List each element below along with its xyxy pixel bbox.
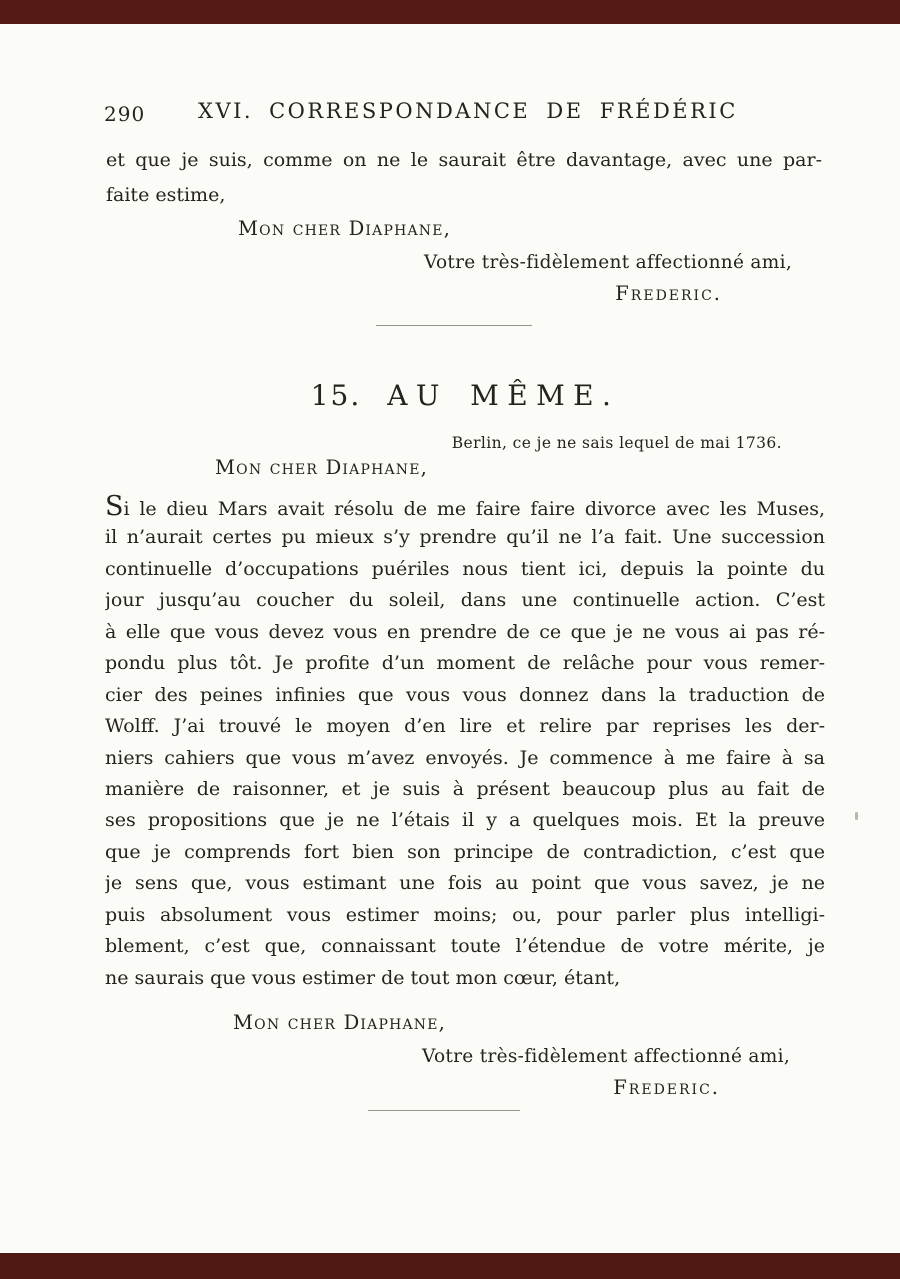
letter-body-paragraph	[105, 491, 825, 994]
text-line: pondu plus tôt. Je profite d’un moment de relâche pour vous remer-	[105, 652, 825, 675]
text-line: et que je suis, comme on ne le saurait être davantage, avec une par-	[106, 149, 822, 171]
text-line: à elle que vous devez vous en prendre de ce que je ne vous ai pas ré-	[105, 620, 825, 643]
page-number: 290	[104, 102, 146, 126]
letter-heading	[105, 379, 825, 412]
text-line: blement, c’est que, connaissant toute l’étendue de votre mérite, je	[105, 935, 825, 958]
letter-dateline: Berlin, ce je ne sais lequel de mai 1736.	[451, 434, 782, 452]
letter-signature: Frederic.	[613, 1076, 720, 1099]
end-divider-rule	[368, 1110, 520, 1111]
binding-band-top	[0, 0, 900, 24]
binding-band-bottom	[0, 1253, 900, 1279]
running-header-title: CORRESPONDANCE DE FRÉDÉRIC	[269, 99, 738, 123]
running-header-numeral: XVI.	[198, 99, 254, 123]
text-line: Si le dieu Mars avait résolu de me faire faire divorce avec les Muses,	[105, 491, 825, 522]
text-line: que je comprends fort bien son principe de contradiction, c’est que	[105, 840, 825, 863]
letter-closing-salutation: Mon cher Diaphane,	[233, 1011, 447, 1034]
previous-letter-closing-paragraph	[106, 143, 822, 213]
text-line: cier des peines infinies que vous vous donnez dans la traduction de	[105, 683, 825, 706]
letter-valediction: Votre très-fidèlement affectionné ami,	[422, 1046, 790, 1067]
text-line: manière de raisonner, et je suis à présent beaucoup plus au fait de	[105, 777, 825, 800]
text-line: Wolff. J’ai trouvé le moyen d’en lire et relire par reprises les der-	[105, 715, 825, 738]
previous-letter-signature: Frederic.	[615, 282, 722, 305]
text-line: ses propositions que je ne l’étais il y a quelques mois. Et la preuve	[105, 809, 825, 832]
text-line: continuelle d’occupations puériles nous tient ici, depuis la pointe du	[105, 557, 825, 580]
previous-letter-valediction: Votre très-fidèlement affectionné ami,	[424, 252, 792, 273]
letter-number: 15.	[310, 379, 362, 412]
section-divider-rule	[376, 325, 532, 326]
previous-letter-salutation: Mon cher Diaphane,	[238, 217, 452, 240]
text-line: il n’aurait certes pu mieux s’y prendre qu’il ne l’a fait. Une succession	[105, 526, 825, 549]
scan-speck	[855, 812, 858, 820]
text-line: niers cahiers que vous m’avez envoyés. Je commence à me faire à sa	[105, 746, 825, 769]
text-line: jour jusqu’au coucher du soleil, dans une continuelle action. C’est	[105, 589, 825, 612]
text-line: je sens que, vous estimant une fois au point que vous savez, je ne	[105, 872, 825, 895]
text-line: ne saurais que vous estimer de tout mon cœur, étant,	[105, 966, 621, 989]
text-line: faite estime,	[106, 184, 226, 206]
letter-salutation: Mon cher Diaphane,	[215, 456, 429, 479]
running-header	[198, 99, 738, 123]
letter-title: AU MÊME.	[387, 379, 620, 412]
text-line: puis absolument vous estimer moins; ou, pour parler plus intelligi-	[105, 903, 825, 926]
